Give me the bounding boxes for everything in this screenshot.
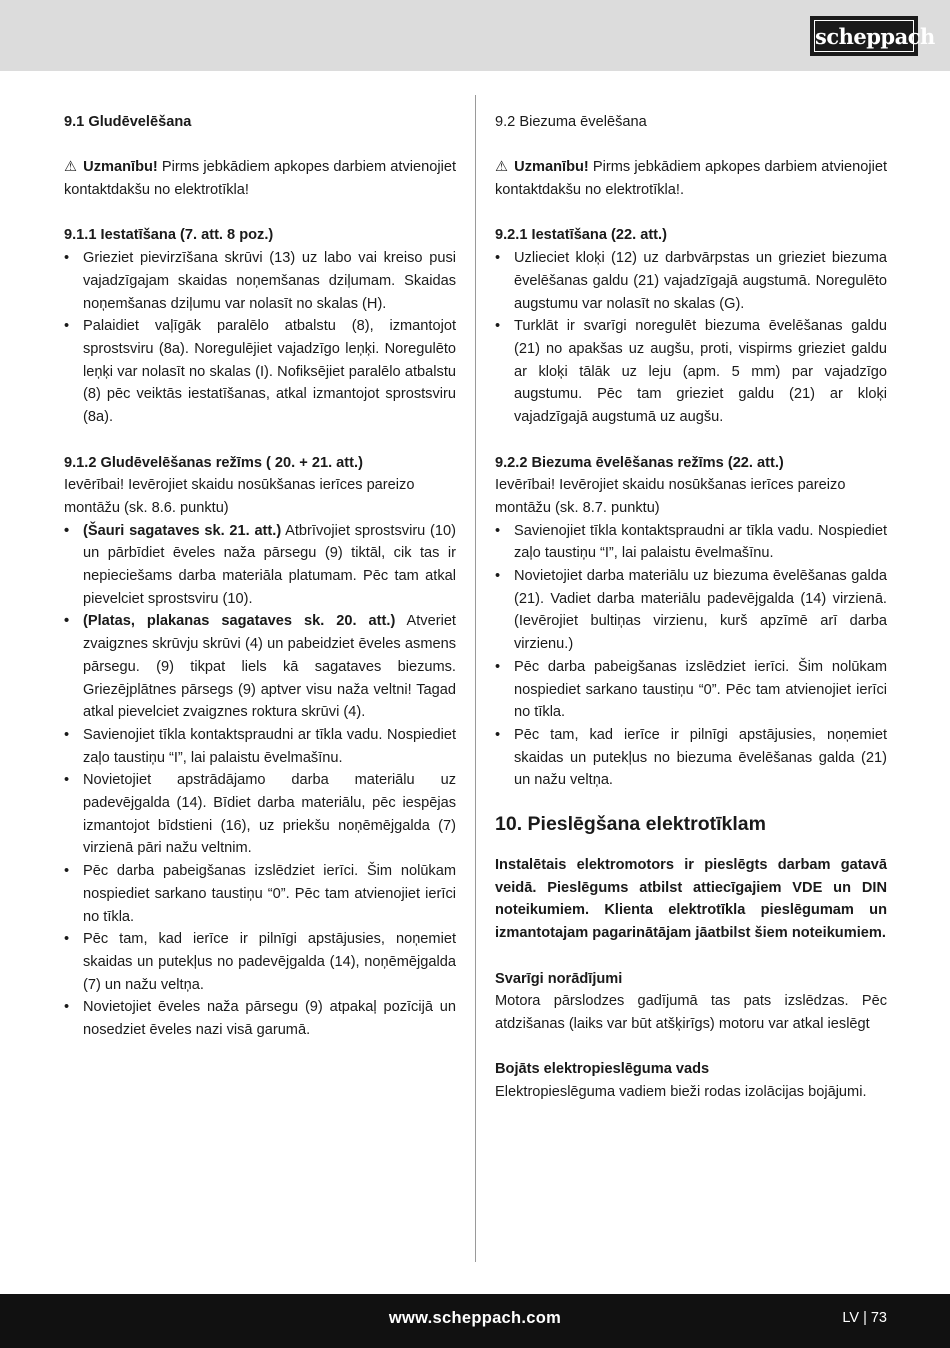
list-item: • Uzlieciet kloķi (12) uz darbvārpstas un grieziet biezuma ēvelēšanas galdu (21) vajadzīgajā augstumā. Noregulēto augstumu var nolasīt no skalas (G).: [495, 247, 887, 315]
section-9-2-2-intro: Ievērībai! Ievērojiet skaidu nosūkšanas ierīces pareizo montāžu (sk. 8.7. punktu): [495, 477, 846, 516]
footer-bar: [0, 1294, 950, 1348]
list-item: • Savienojiet tīkla kontaktspraudni ar tīkla vadu. Nospiediet zaļo taustiņu “I”, lai palaistu ēvelmašīnu.: [64, 724, 456, 769]
footer-website-link[interactable]: www.scheppach.com: [388, 1309, 562, 1327]
warning-triangle-icon: ⚠: [64, 159, 78, 176]
section-10-title: 10. Pieslēgšana elektrotīklam: [495, 813, 766, 836]
list-item: • Grieziet pievirzīšana skrūvi (13) uz labo vai kreiso pusi vajadzīgajam skaidas noņemšanas dziļumam. Skaidas noņemšanas dziļumu var nolasīt no skalas (H).: [64, 247, 456, 315]
bullet-icon: [64, 247, 76, 270]
warning-paragraph-9-1: [64, 156, 456, 201]
list-item: • Novietojiet ēveles naža pārsegu (9) atpakaļ pozīcijā un nosedziet ēveles nazi visā garumā.: [64, 996, 456, 1041]
operation-list-9-1-2: [64, 724, 456, 1042]
right-column: [495, 111, 887, 1104]
bullet-icon: [64, 928, 76, 951]
settings-list-9-2-1: [495, 247, 887, 429]
bullet-icon: [495, 315, 507, 338]
bullet-icon: [495, 520, 507, 543]
section-9-1-title: 9.1 Gludēvelēšana: [64, 114, 192, 130]
list-item: • (Platas, plakanas sagataves sk. 20. att.) Atveriet zvaigznes skrūvju skrūvi (4) un pabeidziet ēveles asmens pārsegu. (9) tikpat liels kā sagataves biezums. Griezējplātnes pārsegs (9) aptver visu naža veltni! Tagad atkal pievelciet zvaigznes roktura skrūvi (4).: [64, 610, 456, 724]
important-notes-text: Motora pārslodzes gadījumā tas pats izslēdzas. Pēc atdzišanas (laiks var būt atšķirīgs) motoru var atkal ieslēgt: [495, 993, 887, 1032]
list-item: • Novietojiet darba materiālu uz biezuma ēvelēšanas galda (21). Vadiet darba materiālu padevējgalda (14) virzienā. (Ievērojiet bultiņas virzienu, kurš apzīmē arī darba virzienu.): [495, 565, 887, 656]
bullet-icon: [64, 996, 76, 1019]
list-item: • Novietojiet apstrādājamo darba materiālu uz padevējgalda (14). Bīdiet darba materiālu, pēc iespējas izmantojot bīdstieni (16), uz priekšu noņēmējgalda (7) virzienā pāri nažu veltnim.: [64, 769, 456, 860]
logo-text: scheppach: [814, 20, 914, 52]
bullet-icon: [64, 610, 76, 633]
section-9-2-title: 9.2 Biezuma ēvelēšana: [495, 114, 647, 130]
important-notes-title: Svarīgi norādījumi: [495, 970, 623, 987]
page-number: LV | 73: [842, 1310, 887, 1326]
section-9-1-1-title: 9.1.1 Iestatīšana (7. att. 8 poz.): [64, 227, 274, 244]
list-item: • Pēc tam, kad ierīce ir pilnīgi apstājusies, noņemiet skaidas un putekļus no biezuma ēvelēšanas galda (21) un nažu veltņa.: [495, 724, 887, 792]
warning-text: Pirms jebkādiem apkopes darbiem atvienojiet kontaktdakšu no elektrotīkla!: [64, 159, 456, 199]
bullet-icon: [64, 315, 76, 338]
section-9-2-1-title: 9.2.1 Iestatīšana (22. att.): [495, 227, 667, 244]
warning-label: Uzmanību!: [83, 159, 158, 176]
warning-label: Uzmanību!: [514, 159, 589, 176]
bullet-icon: [64, 769, 76, 792]
header-bar: [0, 0, 950, 71]
operation-list-9-2-2: [495, 520, 887, 792]
list-item: • Pēc darba pabeigšanas izslēdziet ierīci. Šim nolūkam nospiediet sarkano taustiņu “0”. Pēc tam atvienojiet ierīci no tīkla.: [64, 860, 456, 928]
warning-triangle-icon: ⚠: [495, 159, 509, 176]
bullet-icon: [495, 565, 507, 588]
left-column: [64, 111, 456, 1042]
list-item: • Palaidiet vaļīgāk paralēlo atbalstu (8), izmantojot sprostsviru (8a). Noregulējiet vajadzīgo leņķi. Noregulēto leņķi var nolasīt no skalas (I). Nofiksējiet paralēlo atbalstu (8) pēc veiktās iestatīšanas, atkal izmantojot sprostsviru (8a).: [64, 315, 456, 429]
workpiece-list-9-1-2: [64, 520, 456, 724]
bullet-icon: [495, 247, 507, 270]
list-item: • (Šauri sagataves sk. 21. att.) Atbrīvojiet sprostsviru (10) un pārbīdiet ēveles naža pārsegu (9) tiktāl, cik tas ir nepieciešams darba materiāla platumam. Pēc tam atkal pievelciet sprostsviru (10).: [64, 520, 456, 611]
section-10-bold-paragraph: Instalētais elektromotors ir pieslēgts darbam gatavā veidā. Pieslēgums atbilst attiecīgajiem VDE un DIN noteikumiem. Klienta elektrotīkla pieslēgumam un izmantotajam pagarinātājam jāatbilst šiem noteikumiem.: [495, 857, 887, 942]
bullet-icon: [64, 860, 76, 883]
bullet-icon: [495, 724, 507, 747]
settings-list-9-1-1: [64, 247, 456, 429]
list-item: • Turklāt ir svarīgi noregulēt biezuma ēvelēšanas galdu (21) no apakšas uz augšu, proti, vispirms grieziet galdu ar kloķi tālāk uz leju (apm. 5 mm) par vajadzīgo augstumu. Pēc tam grieziet galdu (21) ar kloķi vajadzīgajā augstumā uz augšu.: [495, 315, 887, 429]
column-divider: [475, 95, 476, 1262]
section-9-2-2-title: 9.2.2 Biezuma ēvelēšanas režīms (22. att.): [495, 454, 784, 471]
warning-paragraph-9-2: [495, 156, 887, 201]
bullet-icon: [495, 656, 507, 679]
list-item: • Pēc tam, kad ierīce ir pilnīgi apstājusies, noņemiet skaidas un putekļus no padevējgalda (14), noņēmējgalda (7) un nažu veltņa.: [64, 928, 456, 996]
list-item: • Pēc darba pabeigšanas izslēdziet ierīci. Šim nolūkam nospiediet sarkano taustiņu “0”. Pēc tam atvienojiet ierīci no tīkla.: [495, 656, 887, 724]
section-9-1-2-title: 9.1.2 Gludēvelēšanas režīms ( 20. + 21. att.): [64, 454, 363, 471]
damaged-cable-text: Elektropieslēguma vadiem bieži rodas izolācijas bojājumi.: [495, 1084, 867, 1101]
list-item: • Savienojiet tīkla kontaktspraudni ar tīkla vadu. Nospiediet zaļo taustiņu “I”, lai palaistu ēvelmašīnu.: [495, 520, 887, 565]
bullet-icon: [64, 724, 76, 747]
section-9-1-2-intro: Ievērībai! Ievērojiet skaidu nosūkšanas ierīces pareizo montāžu (sk. 8.6. punktu): [64, 477, 415, 516]
damaged-cable-title: Bojāts elektropieslēguma vads: [495, 1061, 710, 1078]
scheppach-logo: [810, 16, 935, 56]
bullet-icon: [64, 520, 76, 543]
warning-text: Pirms jebkādiem apkopes darbiem atvienojiet kontaktdakšu no elektrotīkla!.: [495, 159, 887, 199]
